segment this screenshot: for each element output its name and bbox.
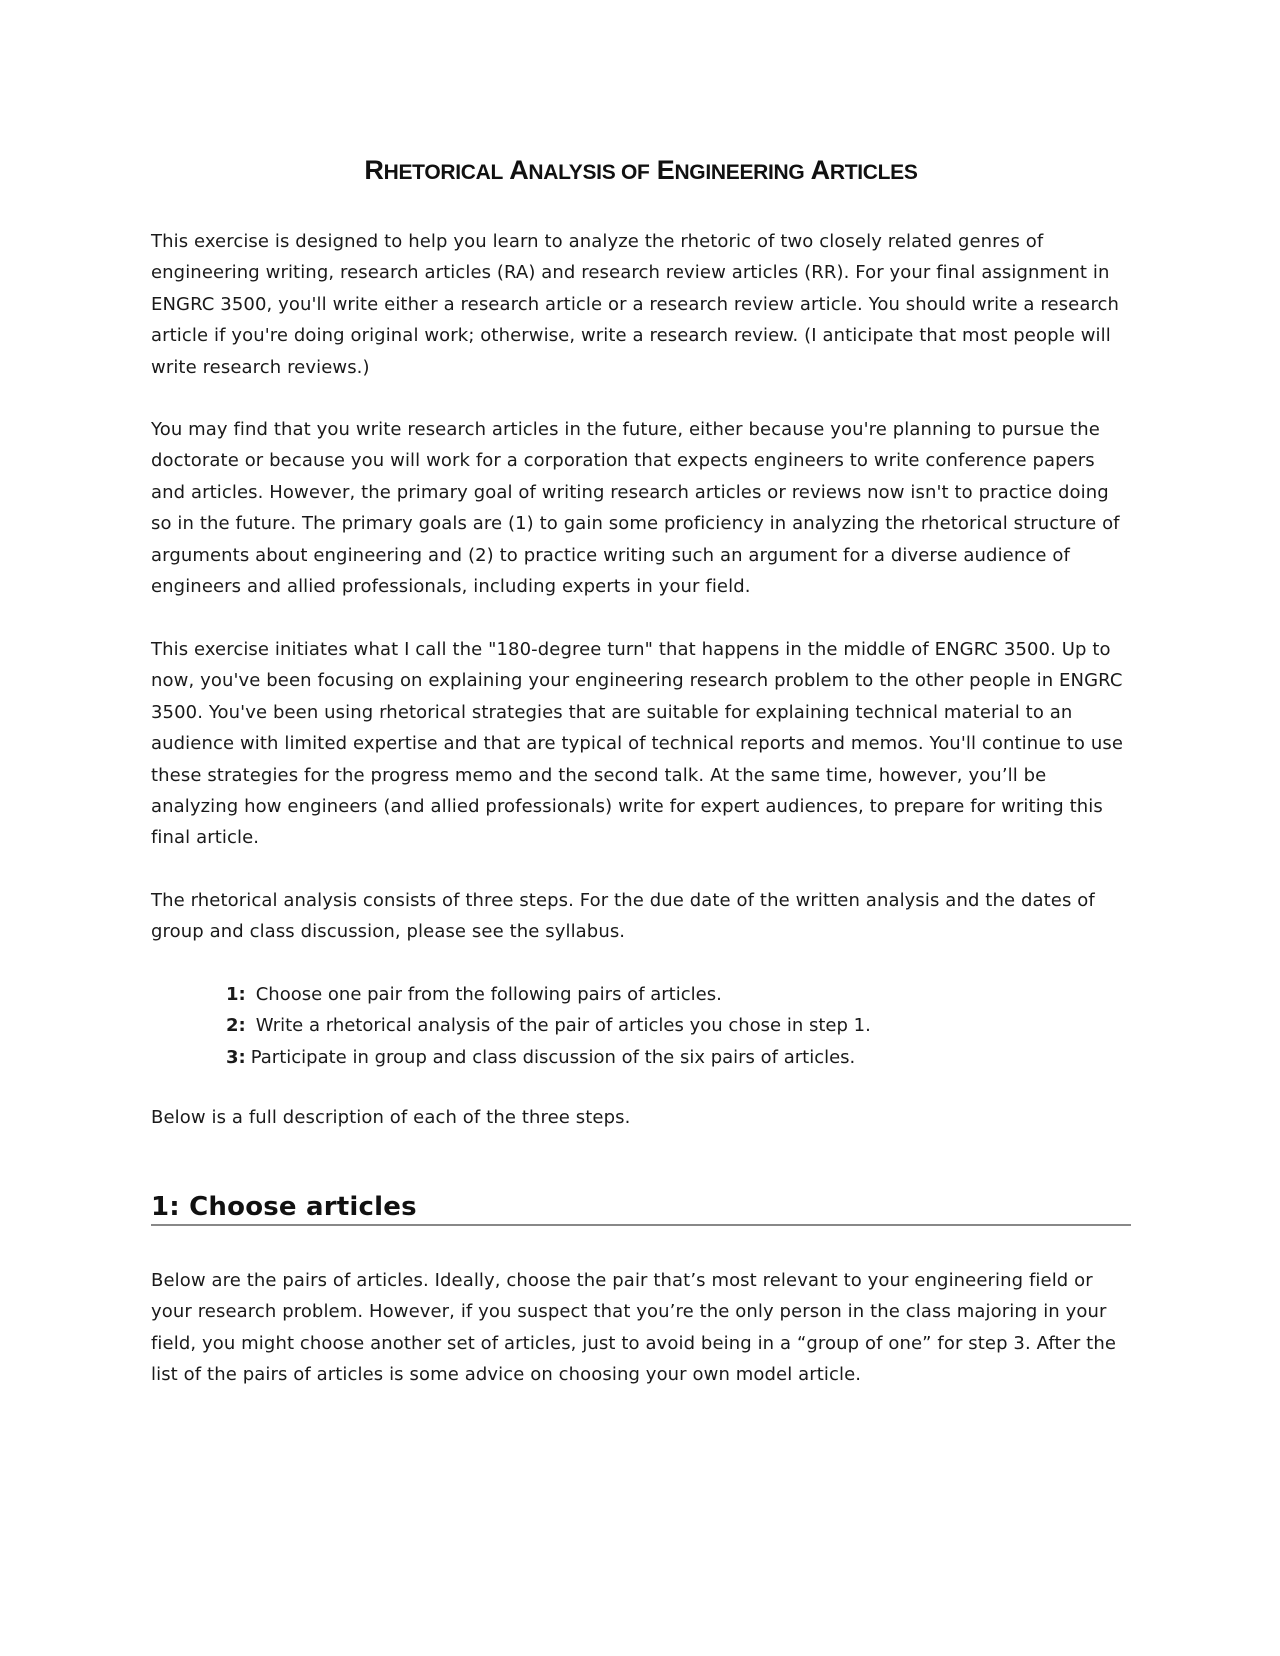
title-word-3: ENGINEERING bbox=[656, 155, 805, 185]
step-number: 1: bbox=[226, 984, 246, 1005]
step-item bbox=[226, 979, 871, 1010]
steps-outro-paragraph: Below is a full description of each of the three steps. bbox=[151, 1107, 631, 1128]
section-heading: 1: Choose articles bbox=[151, 1190, 1131, 1226]
intro-paragraph: This exercise is designed to help you learn to analyze the rhetoric of two closely related genres of engineering writing, research articles (RA) and research review articles (RR). For your final assignment in ENGRC 3500, you'll write either a research article or a research review article. You should write a research article if you're doing original work; otherwise, write a research review. (I anticipate that most people will write research reviews.) bbox=[151, 231, 1120, 378]
step-item bbox=[226, 1010, 871, 1041]
step-number: 2: bbox=[226, 1015, 246, 1037]
steps-intro-paragraph: The rhetorical analysis consists of three steps. For the due date of the written analysis and the dates of group and class discussion, please see the syllabus. bbox=[151, 890, 1095, 943]
title-word-4: ARTICLES bbox=[810, 155, 918, 185]
step-text: Participate in group and class discussion of the six pairs of articles. bbox=[250, 1046, 856, 1068]
section-paragraph: Below are the pairs of articles. Ideally, choose the pair that’s most relevant to your engineering field or your research problem. However, if you suspect that you’re the only person in the class majoring in your field, you might choose another set of articles, just to avoid being in a “group of one” for step 3. After the list of the pairs of articles is some advice on choosing your own model article. bbox=[151, 1270, 1117, 1386]
future-paragraph: You may find that you write research articles in the future, either because you're planning to pursue the doctorate or because you will work for a corporation that expects engineers to write conference papers and articles. However, the primary goal of writing research articles or reviews now isn't to practice doing so in the future. The primary goals are (1) to gain some proficiency in analyzing the rhetorical structure of arguments about engineering and (2) to practice writing such an argument for a diverse audience of engineers and allied professionals, including experts in your field. bbox=[151, 419, 1120, 598]
step-text: Choose one pair from the following pairs of articles. bbox=[255, 984, 722, 1005]
title-word-2: ANALYSIS OF bbox=[509, 155, 650, 185]
turn-paragraph: This exercise initiates what I call the "180-degree turn" that happens in the middle of ENGRC 3500. Up to now, you've been focusing on explaining your engineering research problem to the other people in ENGRC 3500. You've been using rhetorical strategies that are suitable for explaining technical material to an audience with limited expertise and that are typical of technical reports and memos. You'll continue to use these strategies for the progress memo and the second talk. At the same time, however, you’ll be analyzing how engineers (and allied professionals) write for expert audiences, to prepare for writing this final article. bbox=[151, 639, 1124, 849]
title-word-1: RHETORICAL bbox=[364, 155, 504, 185]
step-number: 3: bbox=[226, 1046, 246, 1068]
step-item bbox=[226, 1042, 871, 1073]
steps-list bbox=[226, 979, 871, 1073]
step-text: Write a rhetorical analysis of the pair of articles you chose in step 1. bbox=[255, 1015, 871, 1037]
document-title bbox=[151, 155, 1131, 186]
